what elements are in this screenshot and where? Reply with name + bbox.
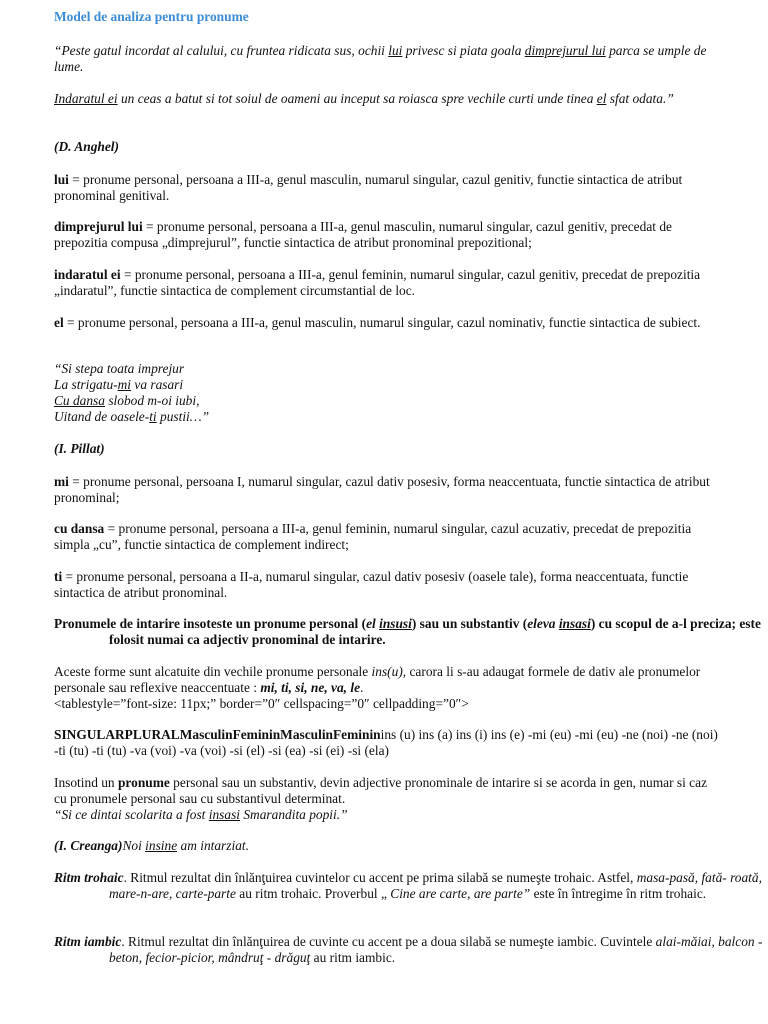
- quote-text: parca se umple de lume.: [54, 43, 707, 74]
- poem-text: va rasari: [131, 377, 184, 392]
- definition-text: ) cu scopul de a-l preciza; este folosit numai ca adjectiv pronominal de intarire.: [109, 616, 761, 647]
- analysis-item: [54, 474, 718, 506]
- bold-term: Ritm iambic: [54, 934, 122, 949]
- creanga-quote: [54, 838, 718, 854]
- underlined-pronoun: el: [596, 91, 607, 106]
- underlined-pronoun: Cu dansa: [54, 393, 105, 408]
- analysis-item: [54, 569, 718, 601]
- poem-line: “Si stepa toata imprejur: [54, 361, 185, 376]
- quote-text: sfat odata.”: [606, 91, 674, 106]
- paragraph-text: au ritm iambic.: [310, 950, 396, 965]
- analysis-item: [54, 172, 718, 204]
- poem-text: pustii…”: [156, 409, 210, 424]
- table-flattened-line: [54, 727, 718, 759]
- forme-paragraph: [54, 664, 718, 712]
- underlined-pronoun: insine: [145, 838, 178, 853]
- analysis-term: el: [54, 315, 64, 330]
- quote-paragraph-1: [54, 43, 718, 75]
- analysis-text: = pronume personal, persoana I, numarul singular, cazul dativ posesiv, forma neaccentuata, functie sintactica de atribut pronominal;: [54, 474, 710, 505]
- paragraph-text: personal sau un substantiv, devin adjective pronominale de intarire si se acorda in gen, numar si caz cu pronumele personal sau cu substantivul determinat.: [54, 775, 708, 806]
- example-text: alai-măiai, balcon - beton, fecior-picior, mândruţ - drăguţ: [109, 934, 763, 965]
- paragraph-text: este în întregime în ritm trohaic.: [530, 886, 707, 901]
- author-anghel: (D. Anghel): [54, 139, 119, 154]
- example-list: mi, ti, si, ne, va, le: [260, 680, 361, 695]
- poem-text: slobod m-oi iubi,: [104, 393, 200, 408]
- analysis-text: = pronume personal, persoana a III-a, genul masculin, numarul singular, cazul genitiv, functie sintactica de atribut pronominal genitival.: [54, 172, 683, 203]
- poem-line: [54, 409, 718, 425]
- underlined-pronoun: ti: [149, 409, 157, 424]
- analysis-term: lui: [54, 172, 69, 187]
- intarire-definition: [54, 616, 768, 648]
- paragraph-text: .: [360, 680, 364, 695]
- bold-term: Ritm trohaic: [54, 870, 124, 885]
- paragraph-text: au ritm trohaic. Proverbul „: [235, 886, 391, 901]
- analysis-term: dimprejurul lui: [54, 219, 143, 234]
- analysis-text: = pronume personal, persoana a II-a, numarul singular, cazul dativ posesiv (oasele tale), forma neaccentuata, functie sintactica de atribut pronominal.: [54, 569, 689, 600]
- paragraph-text: carora li s-au adaugat formele de dativ ale pronumelor personale sau reflexive neaccentuate :: [54, 664, 701, 695]
- analysis-text: = pronume personal, persoana a III-a, genul feminin, numarul singular, cazul genitiv, precedat de prepozitia „indaratul”, functie sintactica de complement circumstantial de loc.: [54, 267, 701, 298]
- analysis-item: [54, 267, 718, 299]
- example-text: masa-pasă, fată- roată, mare-n-are, carte-parte: [109, 870, 762, 901]
- paragraph-text: . Ritmul rezultat din înlănţuirea cuvintelor cu accent pe prima silabă se numeşte trohaic. Astfel,: [123, 870, 637, 885]
- example-text: Cine are carte, are parte”: [390, 886, 531, 901]
- document-title: Model de analiza pentru pronume: [54, 9, 249, 24]
- ritm-trohaic-paragraph: [54, 870, 768, 902]
- quote-text: un ceas a batut si tot soiul de oameni au inceput sa roiasca spre vechile curti unde tinea: [117, 91, 597, 106]
- analysis-term: ti: [54, 569, 63, 584]
- quote-text: “Si ce dintai scolarita a fost: [54, 807, 209, 822]
- raw-markup-text: <tablestyle=”font-size: 11px;” border=”0″ cellspacing=”0″ cellpadding=”0″>: [54, 696, 469, 711]
- definition-text: ) sau un substantiv (: [411, 616, 528, 631]
- quote-text: am intarziat.: [177, 838, 249, 853]
- example-text: eleva: [527, 616, 559, 631]
- analysis-item: [54, 219, 718, 251]
- paragraph-text: . Ritmul rezultat din înlănţuirea de cuvinte cu accent pe a doua silabă se numeşte iambic. Cuvintele: [121, 934, 656, 949]
- paragraph-text: Aceste forme sunt alcatuite din vechile pronume personale: [54, 664, 372, 679]
- analysis-item: [54, 521, 718, 553]
- quote-paragraph-2: [54, 91, 718, 107]
- example-text: el: [366, 616, 380, 631]
- quote-text: “Peste gatul incordat al calului, cu fruntea ridicata sus, ochii: [54, 43, 389, 58]
- underlined-pronoun: Indaratul ei: [54, 91, 118, 106]
- insotind-paragraph: [54, 775, 718, 823]
- bold-term: pronume: [117, 775, 170, 790]
- underlined-pronoun: mi: [117, 377, 132, 392]
- analysis-text: = pronume personal, persoana a III-a, genul masculin, numarul singular, cazul nominativ, functie sintactica de subiect.: [63, 315, 701, 330]
- poem-text: La strigatu-: [54, 377, 118, 392]
- underlined-pronoun: dimprejurul lui: [524, 43, 606, 58]
- underlined-pronoun: insasi: [208, 807, 241, 822]
- analysis-item: [54, 315, 718, 331]
- poem-line: [54, 377, 718, 393]
- paragraph-text: Insotind un: [54, 775, 118, 790]
- quote-text: Noi: [122, 838, 146, 853]
- analysis-term: mi: [54, 474, 69, 489]
- quote-text: privesc si piata goala: [402, 43, 525, 58]
- underlined-pronoun: lui: [388, 43, 403, 58]
- analysis-text: = pronume personal, persoana a III-a, genul feminin, numarul singular, cazul acuzativ, precedat de prepozitia simpla „cu”, functie sintactica de complement indirect;: [54, 521, 692, 552]
- author-pillat: (I. Pillat): [54, 441, 105, 456]
- poem-text: Uitand de oasele-: [54, 409, 150, 424]
- analysis-text: = pronume personal, persoana a III-a, genul masculin, numarul singular, cazul genitiv, precedat de prepozitia compusa „dimprejurul”, functie sintactica de atribut pronominal prepozitional;: [54, 219, 672, 250]
- poem-line: [54, 393, 718, 409]
- example-text: ins(u),: [371, 664, 407, 679]
- analysis-term: indaratul ei: [54, 267, 121, 282]
- table-cells: ins (u) ins (a) ins (i) ins (e) -mi (eu) -mi (eu) -ne (noi) -ne (noi) -ti (tu) -ti (tu) -va (voi) -va (voi) -si (el) -si (ea) -si (ei) -si (ela): [54, 727, 718, 758]
- example-underlined: insusi: [379, 616, 412, 631]
- ritm-iambic-paragraph: [54, 934, 768, 966]
- example-underlined: insasi: [558, 616, 591, 631]
- quote-text: Smarandita popii.”: [240, 807, 348, 822]
- poem-quote: [54, 361, 718, 425]
- definition-text: Pronumele de intarire insoteste un pronume personal (: [54, 616, 367, 631]
- analysis-term: cu dansa: [54, 521, 105, 536]
- author-creanga: (I. Creanga): [54, 838, 123, 853]
- table-headers: SINGULARPLURALMasculinFemininMasculinFeminin: [54, 727, 381, 742]
